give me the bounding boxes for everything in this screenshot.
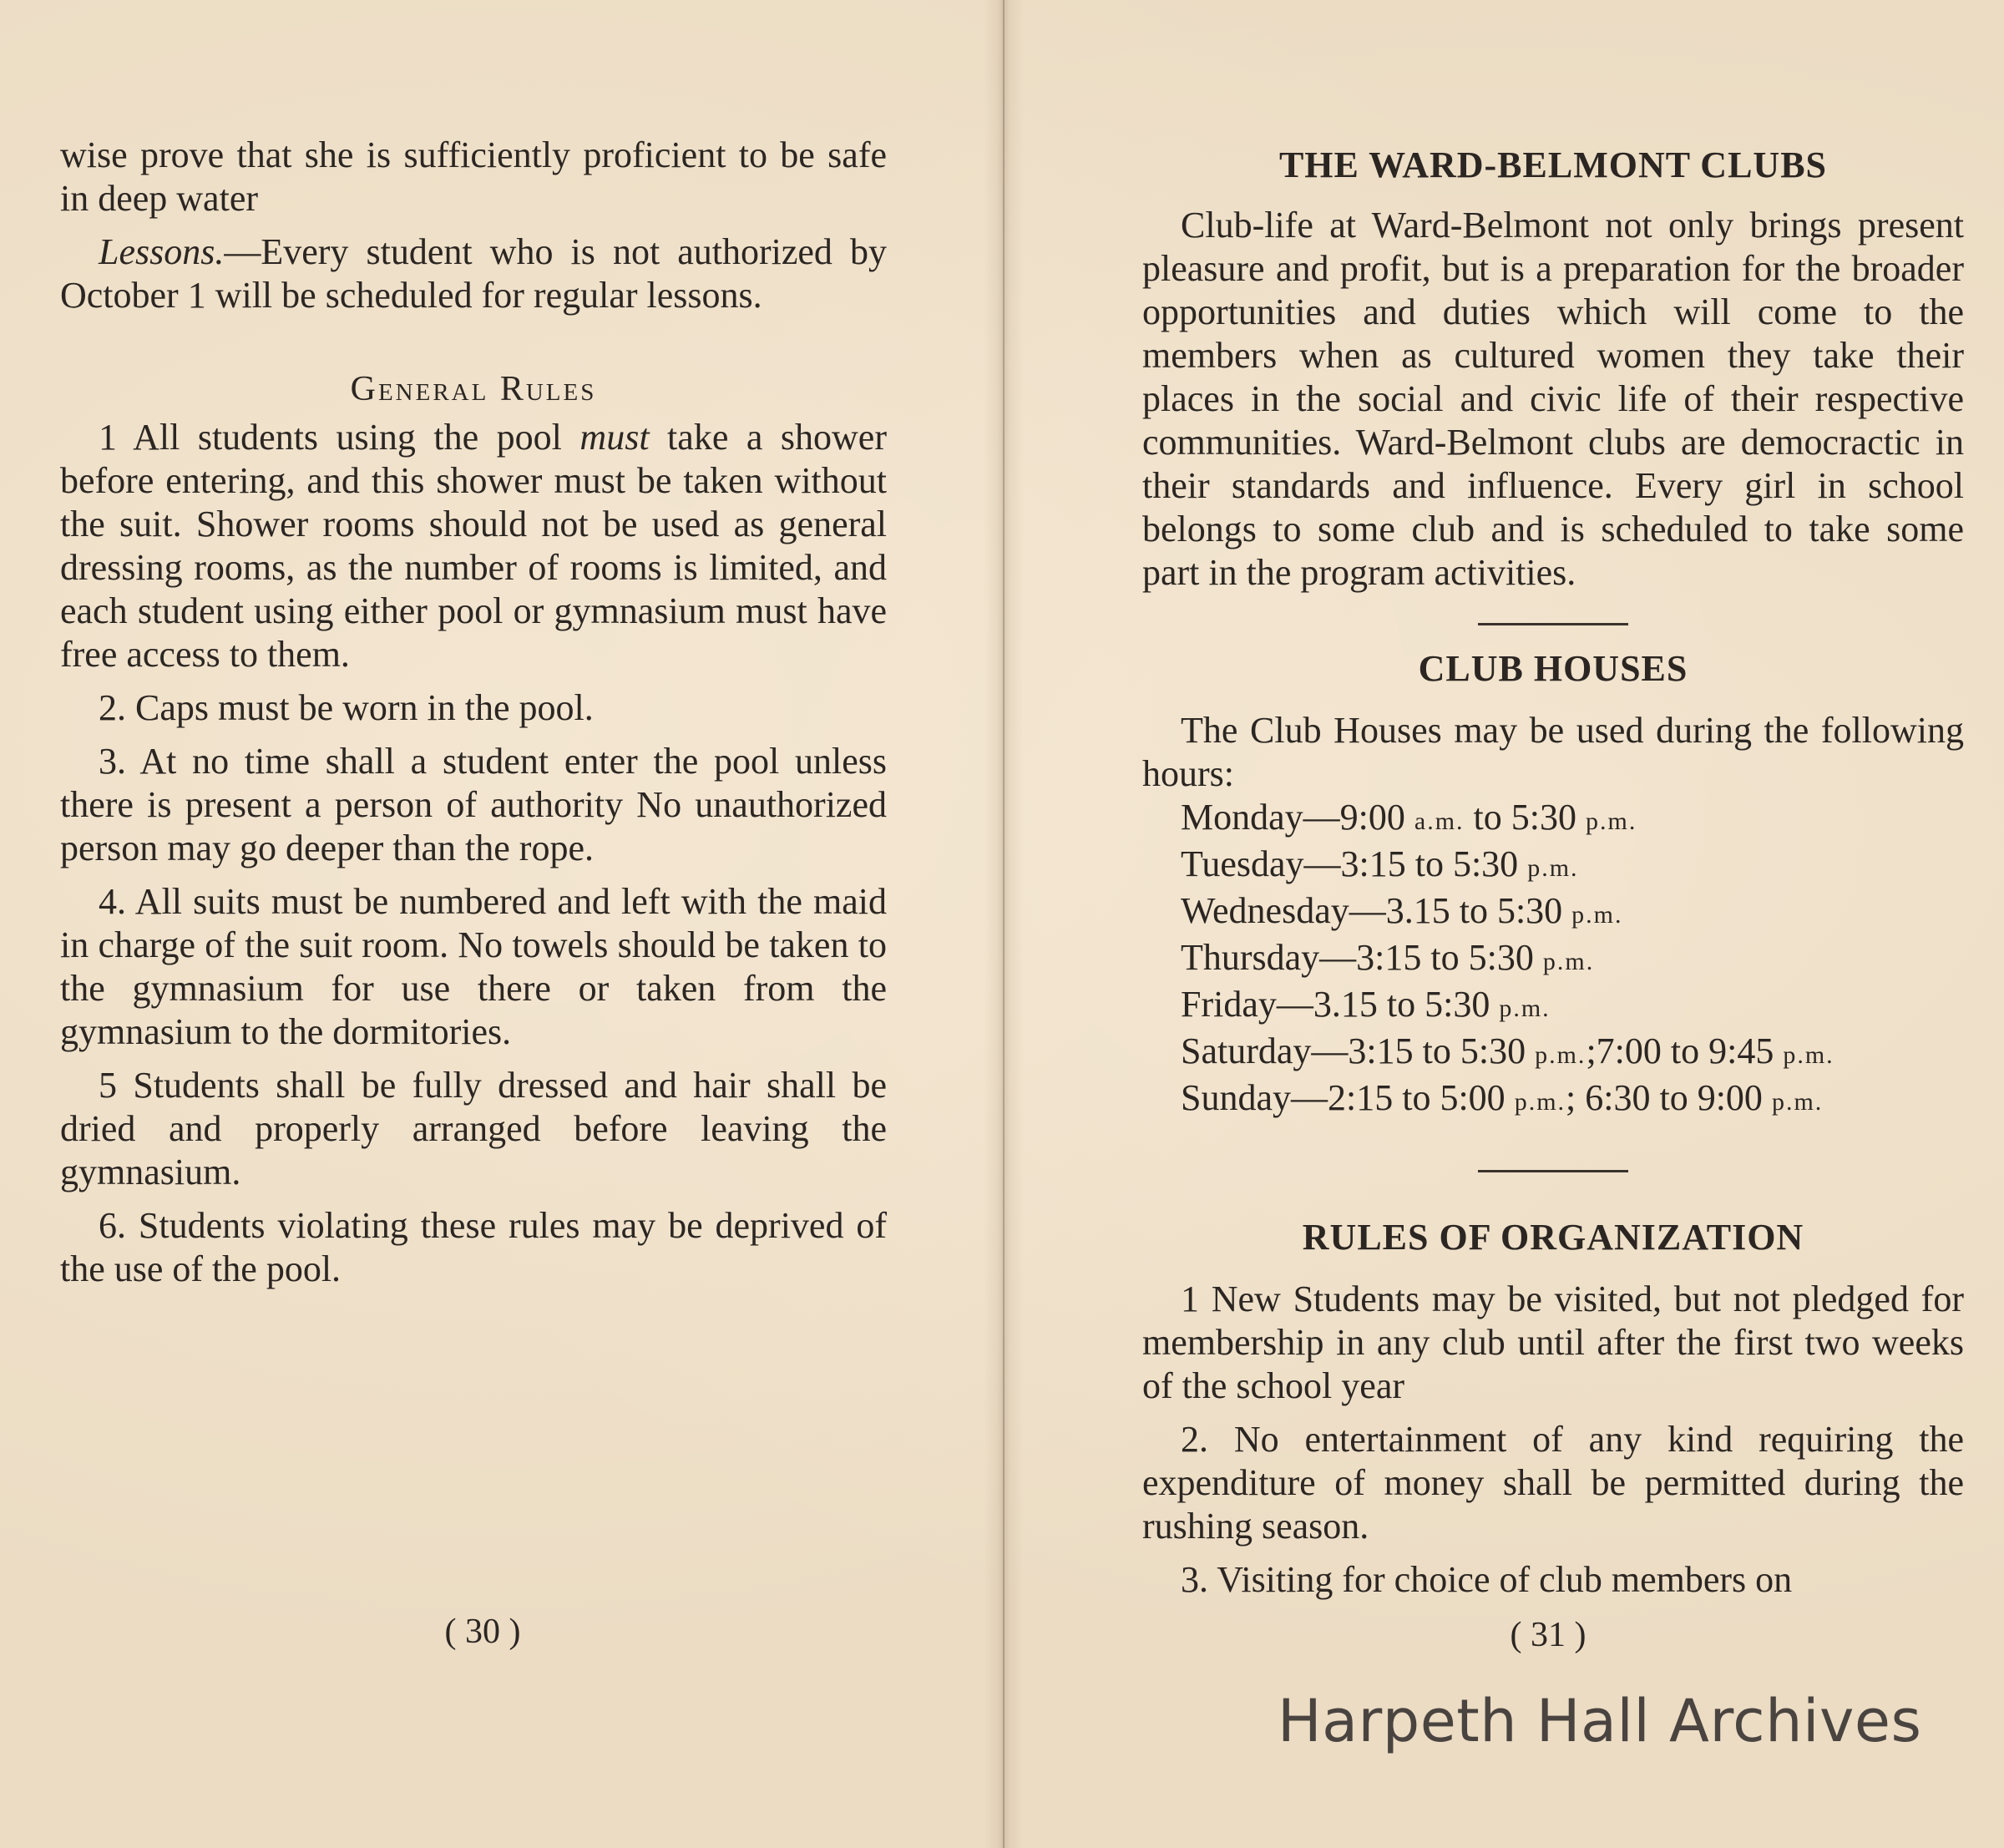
schedule-row: Wednesday—3.15 to 5:30 p.m. — [1181, 890, 1623, 931]
lessons-text: —Every student who is not authorized by October 1 will be scheduled for regular lessons. — [60, 231, 887, 316]
section-divider — [1478, 623, 1628, 625]
pool-rule-1 — [60, 416, 887, 676]
page-number-right: ( 31 ) — [1510, 1616, 1586, 1654]
org-rule-2: 2. No entertainment of any kind requiring the expenditure of money shall be permitted during the rushing season. — [1142, 1419, 1964, 1547]
gutter-fold-line — [1003, 0, 1005, 1848]
pool-rule-6: 6. Students violating these rules may be deprived of the use of the pool. — [60, 1205, 887, 1289]
archive-watermark: Harpeth Hall Archives — [1278, 1687, 1922, 1755]
organization-heading: RULES OF ORGANIZATION — [1302, 1217, 1804, 1258]
schedule-row: Friday—3.15 to 5:30 p.m. — [1181, 984, 1551, 1025]
club-house-schedule — [1142, 796, 1964, 1123]
page-number-left: ( 30 ) — [444, 1613, 521, 1651]
lessons-title: Lessons. — [99, 231, 225, 272]
pool-rule-4: 4. All suits must be numbered and left with the maid in charge of the suit room. No towels should be taken to the gymnasium for use there or taken from the gymnasium to the dormitories. — [60, 881, 887, 1052]
schedule-row: Thursday—3:15 to 5:30 p.m. — [1181, 937, 1595, 978]
club-houses-paragraph: The Club Houses may be used during the following hours: — [1142, 710, 1964, 794]
clubs-paragraph: Club-life at Ward-Belmont not only brings present pleasure and profit, but is a preparation for the broader opportunities and duties which will come to the members when as cultured women they take their places in the social and civic life of their respective communities. Ward-Belmont clubs are democractic in their standards and influence. Every girl in school belongs to some club and is scheduled to take some part in the program activities. — [1142, 205, 1964, 593]
schedule-row: Tuesday—3:15 to 5:30 p.m. — [1181, 843, 1579, 884]
schedule-row: Monday—9:00 a.m. to 5:30 p.m. — [1181, 797, 1637, 838]
section-divider — [1478, 1170, 1628, 1172]
pool-rule-1-emphasis: must — [579, 417, 650, 458]
pool-rule-5: 5 Students shall be fully dressed and hair shall be dried and properly arranged before leaving the gymnasium. — [60, 1065, 887, 1192]
right-page — [1142, 134, 1964, 1602]
pool-rule-2: 2. Caps must be worn in the pool. — [99, 687, 594, 728]
lessons-paragraph — [60, 230, 887, 317]
pool-rule-1-start: 1 All students using the pool — [99, 417, 580, 458]
clubs-heading: THE WARD-BELMONT CLUBS — [1278, 144, 1828, 185]
schedule-row: Sunday—2:15 to 5:00 p.m.; 6:30 to 9:00 p.m. — [1181, 1077, 1824, 1118]
club-houses-heading: CLUB HOUSES — [1418, 648, 1688, 689]
org-rule-1: 1 New Students may be visited, but not pledged for membership in any club until after the first two weeks of the school year — [1142, 1278, 1964, 1406]
general-rules-heading: General Rules — [350, 370, 597, 408]
org-rule-3: 3. Visiting for choice of club members on — [1181, 1559, 1793, 1600]
pool-rule-3: 3. At no time shall a student enter the pool unless there is present a person of authority No unauthorized person may go deeper than the rope. — [60, 741, 887, 868]
schedule-row: Saturday—3:15 to 5:30 p.m.;7:00 to 9:45 p.m. — [1181, 1030, 1834, 1071]
continuation-paragraph: wise prove that she is sufficiently proficient to be safe in deep water — [60, 134, 887, 219]
pool-rule-1-end: take a shower before entering, and this shower must be taken without the suit. Shower rooms should not be used as general dressing rooms, as the number of rooms is limited, and each student using either pool or gymnasium must have free access to them. — [60, 417, 887, 675]
left-page — [60, 134, 887, 1291]
